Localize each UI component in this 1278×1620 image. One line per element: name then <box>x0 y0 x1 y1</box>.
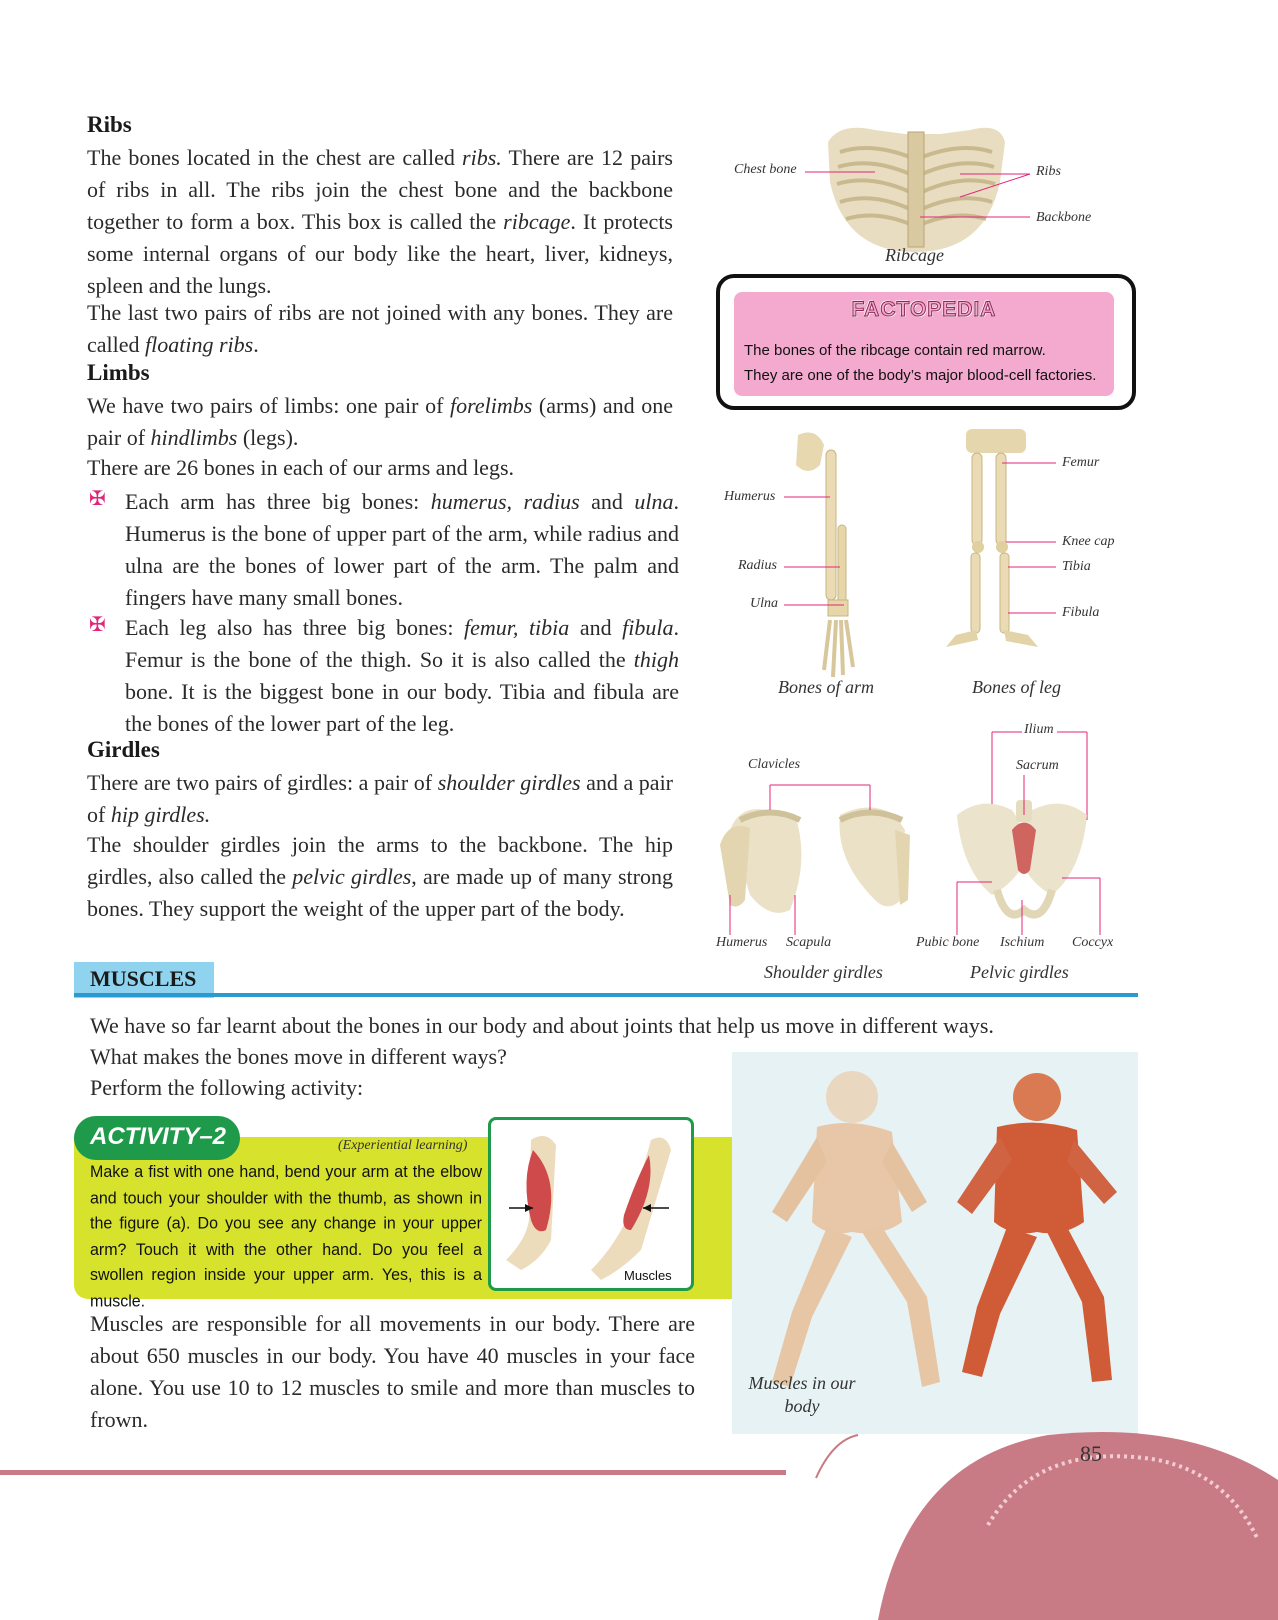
shoulder-girdles-figure <box>710 720 920 990</box>
ribcage-caption: Ribcage <box>885 245 944 265</box>
label-chest-bone: Chest bone <box>734 162 797 177</box>
muscles-heading-rule <box>74 993 1138 997</box>
label-coccyx: Coccyx <box>1072 935 1114 950</box>
girdles-heading: Girdles <box>87 737 160 762</box>
activity-title: ACTIVITY–2 <box>90 1123 227 1150</box>
footer-corner-decoration <box>758 1420 1278 1620</box>
label-tibia: Tibia <box>1062 559 1091 574</box>
factopedia-inner <box>734 292 1114 396</box>
bullet-icon: ✠ <box>89 614 106 636</box>
label-ischium: Ischium <box>1000 935 1045 950</box>
bullet-leg: ✠ Each leg also has three big bones: femur, tibia and fibula. Femur is the bone of the thigh. So it is also called the thigh bone. It is the biggest bone in our body. Tibia and fibula are the bones of the lower part of the leg. <box>89 614 679 736</box>
factopedia-line-2: They are one of the body’s major blood-cell factories. <box>744 367 1097 384</box>
shoulder-caption: Shoulder girdles <box>764 962 883 982</box>
activity-text: Make a fist with one hand, bend your arm at the elbow and touch your shoulder with the thumb, as shown in the figure (a). Do you see any change in your upper arm? Touch it with the other hand. Do you feel a swollen region inside your upper arm. Yes, this is a muscle. <box>90 1163 482 1310</box>
label-ulna: Ulna <box>750 596 778 611</box>
label-sacrum: Sacrum <box>1016 758 1059 773</box>
label-humerus-shoulder: Humerus <box>716 935 768 950</box>
arm-bones-figure <box>716 425 916 705</box>
muscles-closing-paragraph: Muscles are responsible for all movements in our body. There are about 650 muscles in our body. You have 40 muscles in your face alone. You use 10 to 12 muscles to smile and more than muscles to frown. <box>90 1311 695 1432</box>
label-backbone: Backbone <box>1036 210 1092 225</box>
muscles-figure <box>732 1052 1138 1434</box>
muscles-intro-3: Perform the following activity: <box>90 1075 364 1100</box>
ribs-paragraph-2: The last two pairs of ribs are not joined with any bones. They are called floating ribs. <box>87 300 673 357</box>
label-knee-cap: Knee cap <box>1062 534 1115 549</box>
label-muscles: Muscles <box>624 1268 672 1283</box>
leg-bones-figure <box>916 425 1126 705</box>
muscles-figure-caption: Muscles in our body <box>748 1373 856 1416</box>
activity-tag: (Experiential learning) <box>338 1138 468 1153</box>
limbs-paragraph-2: There are 26 bones in each of our arms and legs. <box>87 455 515 480</box>
label-ribs: Ribs <box>1036 164 1061 179</box>
label-scapula: Scapula <box>786 935 832 950</box>
pelvic-girdles-figure <box>912 720 1132 990</box>
ribs-heading: Ribs <box>87 112 132 137</box>
muscles-intro-1: We have so far learnt about the bones in our body and about joints that help us move in different ways. <box>90 1013 994 1038</box>
label-femur: Femur <box>1062 455 1100 470</box>
label-fibula: Fibula <box>1062 605 1100 620</box>
factopedia-box <box>716 274 1136 410</box>
arm-caption: Bones of arm <box>778 677 874 697</box>
ribs-paragraph-1: The bones located in the chest are called ribs. There are 12 pairs of ribs in all. The ribs join the chest bone and the backbone together to form a box. This box is called the ribcage. It protects some internal organs of our body like the heart, liver, kidneys, spleen and the lungs. <box>87 145 673 298</box>
label-clavicles: Clavicles <box>748 757 801 772</box>
label-radius: Radius <box>738 558 777 573</box>
girdles-paragraph-2: The shoulder girdles join the arms to the backbone. The hip girdles, also called the pelvic girdles, are made up of many strong bones. They support the weight of the upper part of the body. <box>87 832 673 921</box>
activity-figure <box>488 1117 694 1291</box>
girdles-paragraph-1: There are two pairs of girdles: a pair of shoulder girdles and a pair of hip girdles. <box>87 770 674 827</box>
footer-rule <box>0 1470 786 1475</box>
limbs-paragraph-1: We have two pairs of limbs: one pair of forelimbs (arms) and one pair of hindlimbs (legs). <box>87 393 673 450</box>
label-humerus: Humerus <box>724 489 776 504</box>
muscles-intro-2: What makes the bones move in different ways? <box>90 1044 507 1069</box>
page-number: 85 <box>1080 1441 1102 1466</box>
muscles-heading: MUSCLES <box>90 966 197 991</box>
limbs-heading: Limbs <box>87 360 150 385</box>
ribcage-figure <box>700 112 1130 272</box>
arm-muscle-image <box>491 1120 691 1288</box>
label-ilium: Ilium <box>1024 722 1054 737</box>
leg-caption: Bones of leg <box>972 677 1061 697</box>
bullet-arm: ✠ Each arm has three big bones: humerus, radius and ulna. Humerus is the bone of upper part of the arm, while radius and ulna are the bones of lower part of the arm. The palm and fingers have many small bones. <box>89 488 679 610</box>
pelvic-caption: Pelvic girdles <box>970 962 1069 982</box>
bullet-icon: ✠ <box>89 488 106 510</box>
factopedia-line-1: The bones of the ribcage contain red marrow. <box>744 342 1046 359</box>
factopedia-title: FACTOPEDIA <box>851 298 997 321</box>
label-pubic-bone: Pubic bone <box>916 935 980 950</box>
